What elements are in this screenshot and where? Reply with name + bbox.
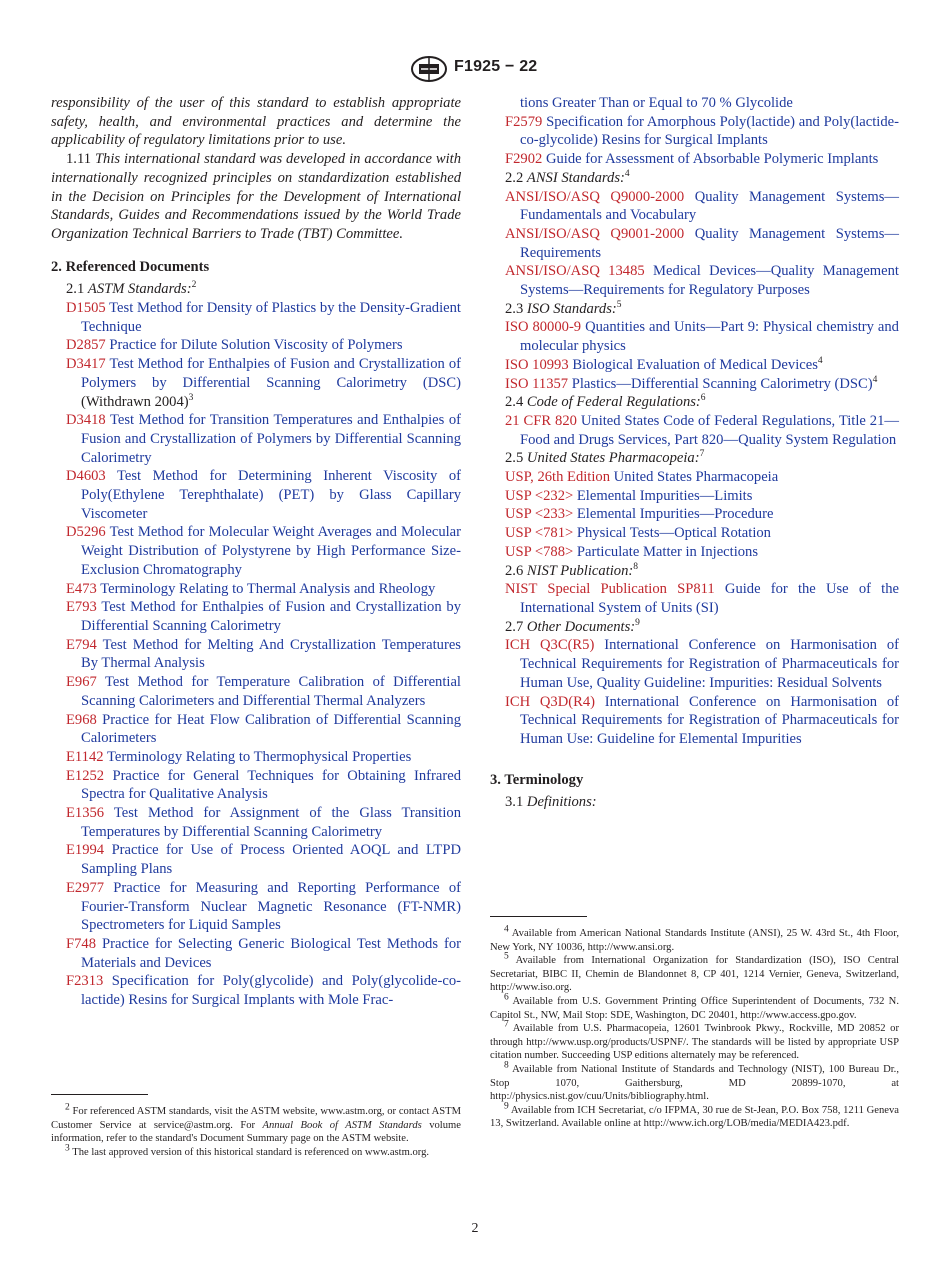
- footnote-marker: 4: [817, 355, 823, 366]
- reference-item[interactable]: [490, 636, 899, 692]
- reference-item[interactable]: [490, 188, 899, 225]
- paragraph-number: 1.11: [66, 151, 91, 168]
- footnote-text: Available from U.S. Pharmacopeia, 12601 Twinbrook Pkwy., Rockville, MD 20852 or through http://www.usp.org/products/USPNF/. The standards will be listed by appropriate USP citation number. Succeeding USP editions alternately may be referenced.: [490, 1023, 899, 1062]
- reference-code-link[interactable]: ISO 10993: [505, 356, 569, 373]
- footnote-marker: 4: [872, 374, 878, 385]
- footnote-divider: [490, 916, 587, 917]
- footnote: [490, 1101, 899, 1131]
- reference-title-link[interactable]: Test Method for Enthalpies of Fusion and Crystallization of Polymers by Differential Scanning Calorimetry (DSC): [81, 356, 461, 391]
- reference-item[interactable]: [490, 412, 899, 449]
- reference-title-link[interactable]: Elemental Impurities—Limits: [576, 487, 753, 504]
- footnote: [490, 1060, 899, 1104]
- reference-code-link[interactable]: ANSI/ISO/ASQ Q9000-2000: [505, 188, 685, 205]
- reference-item[interactable]: [490, 580, 899, 617]
- footnote-marker: 3: [188, 392, 194, 403]
- footnote-number: 5: [504, 951, 509, 962]
- reference-title-link[interactable]: Terminology Relating to Thermal Analysis and Rheology: [100, 580, 436, 597]
- reference-code-link[interactable]: E1356: [66, 805, 105, 822]
- footnote-number: 9: [504, 1101, 509, 1112]
- reference-title-link[interactable]: Terminology Relating to Thermophysical Properties: [106, 748, 412, 765]
- page-number: 2: [471, 1221, 479, 1236]
- subsection-2-4: 2.4 Code of Federal Regulations:$^6$: [505, 393, 706, 411]
- reference-item[interactable]: [490, 543, 899, 562]
- reference-code-link[interactable]: E473: [66, 580, 97, 597]
- other-reference-list: [490, 636, 899, 748]
- reference-title-link[interactable]: Plastics—Differential Scanning Calorimetry (DSC): [571, 375, 873, 392]
- reference-title-link[interactable]: Specification for Amorphous Poly(lactide) and Poly(lactide-co-glycolide) Resins for Surgical Implants: [520, 113, 899, 149]
- reference-title-link[interactable]: Biological Evaluation of Medical Devices: [572, 356, 818, 373]
- reference-code-link[interactable]: E967: [66, 674, 97, 691]
- subsection-3-1: 3.1 Definitions:: [505, 794, 597, 811]
- reference-item[interactable]: [490, 113, 899, 150]
- reference-code-link[interactable]: E2977: [66, 879, 105, 896]
- reference-title-link[interactable]: Test Method for Temperature Calibration of Differential Scanning Calorimeters and Differential Thermal Analyzers: [81, 674, 461, 709]
- reference-item[interactable]: [51, 336, 461, 355]
- reference-title-link[interactable]: Quantities and Units—Part 9: Physical chemistry and molecular physics: [520, 319, 899, 355]
- reference-code-link[interactable]: E1994: [66, 842, 105, 859]
- reference-title-link[interactable]: United States Pharmacopeia: [613, 469, 779, 486]
- reference-item[interactable]: [490, 693, 899, 749]
- iso-reference-list: [490, 318, 899, 393]
- reference-title-link[interactable]: Quality Management Systems—Requirements: [520, 225, 899, 261]
- subsection-2-2: 2.2 ANSI Standards:$^4$: [505, 168, 630, 186]
- footnote: [490, 951, 899, 995]
- footnotes-left: [51, 1094, 461, 1159]
- footnote: [490, 992, 899, 1022]
- footnote-text: The last approved version of this historical standard is referenced on www.astm.org.: [72, 1146, 430, 1158]
- reference-item[interactable]: [490, 375, 899, 394]
- reference-item[interactable]: [51, 841, 461, 878]
- reference-code-link[interactable]: E1142: [66, 748, 104, 765]
- reference-note: (Withdrawn 2004): [81, 393, 189, 410]
- reference-item[interactable]: [490, 487, 899, 506]
- reference-item[interactable]: [51, 767, 461, 804]
- subsection-2-1: 2.1 ASTM Standards:$^2$: [66, 280, 197, 298]
- reference-title-link[interactable]: Practice for Heat Flow Calibration of Differential Scanning Calorimeters: [81, 711, 461, 747]
- reference-title-link[interactable]: Elemental Impurities—Procedure: [576, 506, 774, 523]
- reference-title-link[interactable]: Test Method for Molecular Weight Averages and Molecular Weight Distribution of Polystyrene by High Performance Size-Exclusion Chromatography: [81, 524, 462, 578]
- reference-title-link[interactable]: Test Method for Transition Temperatures and Enthalpies of Fusion and Crystallization of Polymers by Differential Scanning Calorimetry: [81, 412, 461, 466]
- footnote-number: 2: [65, 1102, 70, 1113]
- reference-title-link[interactable]: Quality Management Systems—Fundamentals and Vocabulary: [520, 188, 899, 224]
- reference-code-link[interactable]: ICH Q3C(R5): [505, 637, 595, 654]
- reference-code-link[interactable]: ANSI/ISO/ASQ 13485: [505, 263, 645, 280]
- reference-item[interactable]: [51, 879, 461, 935]
- reference-title-link[interactable]: Test Method for Determining Inherent Viscosity of Poly(Ethylene Terephthalate) (PET) by Glass Capillary Viscometer: [81, 468, 461, 522]
- paragraph-text: This international standard was developed in accordance with internationally recognized principles on standardization established in the Decision on Principles for the Development of International Standards, Guides and Recommendations issued by the World Trade Organization Technical Barriers to Trade (TBT) Committee.: [51, 151, 462, 242]
- reference-title-link[interactable]: United States Code of Federal Regulations, Title 21—Food and Drugs Services, Part 820—Quality System Regulation: [520, 412, 899, 448]
- subsection-2-7: 2.7 Other Documents:$^9$: [505, 617, 640, 635]
- subsection-2-6: 2.6 NIST Publication:$^8$: [505, 561, 639, 579]
- reference-continuation[interactable]: tions Greater Than or Equal to 70 % Glycolide: [520, 95, 793, 111]
- reference-code-link[interactable]: ANSI/ISO/ASQ Q9001-2000: [505, 225, 685, 242]
- subsection-2-5: 2.5 United States Pharmacopeia:$^7$: [505, 449, 705, 467]
- reference-item[interactable]: [51, 580, 461, 599]
- reference-title-link[interactable]: International Conference on Harmonisation of Technical Requirements for Registration of Pharmaceuticals for Human Use: Guideline for Elemental Impurities: [520, 693, 899, 747]
- footnote-text: Available from American National Standards Institute (ANSI), 25 W. 43rd St., 4th Floor, New York, NY 10036, http://www.ansi.org.: [490, 928, 899, 953]
- reference-item[interactable]: [490, 262, 899, 299]
- reference-item[interactable]: [51, 748, 461, 767]
- reference-code-link[interactable]: 21 CFR 820: [505, 412, 577, 429]
- reference-item[interactable]: [51, 598, 461, 635]
- reference-item[interactable]: [51, 804, 461, 841]
- section-heading-terminology: 3. Terminology: [490, 771, 584, 788]
- footnote-number: 8: [504, 1060, 509, 1071]
- reference-code-link[interactable]: USP, 26th Edition: [505, 469, 611, 486]
- reference-code-link[interactable]: D3417: [66, 356, 106, 373]
- reference-code-link[interactable]: D2857: [66, 337, 106, 354]
- reference-code-link[interactable]: F2902: [505, 151, 543, 168]
- reference-code-link[interactable]: F2579: [505, 113, 543, 130]
- footnote-number: 7: [504, 1019, 509, 1030]
- reference-code-link[interactable]: D1505: [66, 300, 106, 317]
- reference-title-link[interactable]: Practice for Measuring and Reporting Performance of Fourier-Transform Nuclear Magnetic Resonance (FT-NMR) Spectrometers for Liquid Samples: [81, 879, 461, 934]
- page-header: [0, 56, 950, 82]
- footnote-number: 3: [65, 1143, 70, 1154]
- reference-item[interactable]: [51, 411, 461, 467]
- continued-paragraph: responsibility of the user of this standard to establish appropriate safety, health, and environmental practices and determine the applicability of regulatory limitations prior to use.: [51, 95, 461, 149]
- reference-item[interactable]: [490, 468, 899, 487]
- reference-item[interactable]: [51, 673, 461, 710]
- reference-item[interactable]: [51, 523, 461, 579]
- ansi-reference-list: [490, 188, 899, 300]
- footnote-list: [490, 924, 899, 1131]
- footnote: [51, 1102, 462, 1146]
- reference-code-link[interactable]: ICH Q3D(R4): [505, 693, 595, 710]
- reference-title-link[interactable]: Specification for Poly(glycolide) and Poly(glycolide-co-lactide) Resins for Surgical Implants with Mole Frac-: [81, 973, 461, 1009]
- reference-item[interactable]: [51, 711, 461, 748]
- reference-title-link[interactable]: Test Method for Density of Plastics by the Density-Gradient Technique: [81, 300, 461, 335]
- reference-item[interactable]: [490, 318, 899, 355]
- reference-title-link[interactable]: Practice for Selecting Generic Biological Test Methods for Materials and Devices: [81, 935, 461, 971]
- reference-code-link[interactable]: E794: [66, 636, 97, 653]
- footnote-text: Available from National Institute of Standards and Technology (NIST), 100 Bureau Dr., Stop 1070, Gaithersburg, MD 20899-1070, at http://physics.nist.gov/cuu/Units/bibliography.html.: [490, 1063, 899, 1103]
- reference-code-link[interactable]: USP <232>: [505, 487, 574, 504]
- reference-code-link[interactable]: ISO 80000-9: [505, 319, 582, 336]
- reference-code-link[interactable]: F2313: [66, 973, 104, 990]
- reference-item[interactable]: [490, 225, 899, 262]
- reference-title-link[interactable]: Particulate Matter in Injections: [576, 543, 759, 560]
- reference-item[interactable]: [51, 467, 461, 523]
- reference-code-link[interactable]: D4603: [66, 468, 106, 485]
- reference-item[interactable]: [51, 935, 461, 972]
- reference-title-link[interactable]: Practice for Dilute Solution Viscosity of Polymers: [109, 337, 403, 354]
- astm-logo-icon: [410, 56, 448, 82]
- footnote-list: [51, 1102, 462, 1159]
- usp-reference-list: [490, 468, 899, 562]
- reference-item[interactable]: [490, 150, 899, 169]
- reference-item[interactable]: [51, 355, 461, 411]
- reference-title-link[interactable]: Test Method for Enthalpies of Fusion and Crystallization by Differential Scanning Calorimetry: [81, 599, 461, 634]
- footnote-text: Available from U.S. Government Printing Office Superintendent of Documents, 732 N. Capitol St., NW, Mail Stop: SDE, Washington, DC 20401, http://www.access.gpo.gov.: [490, 995, 899, 1021]
- reference-code-link[interactable]: USP <233>: [505, 506, 574, 523]
- reference-title-link[interactable]: Test Method for Assignment of the Glass Transition Temperatures by Differential Scanning Calorimetry: [81, 805, 461, 840]
- reference-title-link[interactable]: Medical Devices—Quality Management Systems—Requirements for Regulatory Purposes: [520, 263, 899, 299]
- reference-item[interactable]: [490, 524, 899, 543]
- reference-code-link[interactable]: USP <788>: [505, 543, 574, 560]
- footnote: [51, 1143, 461, 1160]
- footnote: [490, 1019, 899, 1063]
- footnote-text: Available from ICH Secretariat, c/o IFPMA, 30 rue de St-Jean, P.O. Box 758, 1211 Geneva 13, Switzerland. Available online at http://www.ich.org/LOB/media/MEDIA423.pdf.: [490, 1104, 899, 1130]
- paragraph-1-11: [51, 150, 461, 244]
- document-id: F1925 − 22: [454, 58, 538, 75]
- reference-item[interactable]: [51, 299, 461, 336]
- footnote-text: volume information, refer to the standard's Document Summary page on the ASTM website.: [51, 1119, 461, 1145]
- reference-title-link[interactable]: Physical Tests—Optical Rotation: [576, 525, 771, 542]
- footnote-number: 6: [504, 992, 509, 1003]
- reference-code-link[interactable]: E968: [66, 711, 97, 728]
- astm-reference-list-continued: [490, 113, 899, 169]
- reference-item[interactable]: [490, 356, 899, 375]
- reference-code-link[interactable]: E793: [66, 599, 97, 616]
- footnote-text: Available from International Organization for Standardization (ISO), ISO Central Secretariat, BIBC II, Chemin de Blandonnet 8, CP 401, 1214 Vernier, Geneva, Switzerland, http://www.iso.org.: [490, 955, 899, 994]
- reference-title-link[interactable]: Practice for General Techniques for Obtaining Infrared Spectra for Qualitative Analysis: [81, 767, 461, 803]
- footnotes-right: [490, 916, 899, 1131]
- footnote-italic-text: Annual Book of ASTM Standards: [262, 1119, 422, 1131]
- reference-title-link[interactable]: Guide for the Use of the International System of Units (SI): [520, 581, 899, 616]
- reference-title-link[interactable]: Practice for Use of Process Oriented AOQL and LTPD Sampling Plans: [81, 842, 461, 878]
- reference-title-link[interactable]: International Conference on Harmonisation of Technical Requirements for Registration of Pharmaceuticals for Human Use, Quality Guideline: Impurities: Residual Solvents: [520, 637, 899, 691]
- section-heading-referenced-documents: 2. Referenced Documents: [51, 258, 210, 275]
- reference-code-link[interactable]: F748: [66, 935, 97, 952]
- subsection-2-3: 2.3 ISO Standards:$^5$: [505, 299, 622, 317]
- reference-code-link[interactable]: USP <781>: [505, 525, 574, 542]
- reference-code-link[interactable]: D5296: [66, 524, 106, 541]
- astm-reference-list: [51, 299, 461, 1010]
- reference-code-link[interactable]: NIST Special Publication SP811: [505, 581, 715, 598]
- reference-title-link[interactable]: Test Method for Melting And Crystallization Temperatures By Thermal Analysis: [81, 636, 461, 672]
- footnote-text: For referenced ASTM standards, visit the ASTM website, www.astm.org, or contact ASTM Customer Service at service@astm.org. For: [51, 1106, 462, 1131]
- cfr-reference-list: [490, 412, 899, 449]
- nist-reference-list: [490, 580, 899, 617]
- reference-item[interactable]: [51, 972, 461, 1009]
- left-column: [51, 94, 461, 1010]
- reference-code-link[interactable]: D3418: [66, 412, 106, 429]
- reference-code-link[interactable]: ISO 11357: [505, 375, 569, 392]
- footnote: [490, 924, 899, 954]
- footnote-number: 4: [504, 924, 509, 935]
- reference-title-link[interactable]: Guide for Assessment of Absorbable Polymeric Implants: [545, 151, 879, 168]
- reference-item[interactable]: [490, 505, 899, 524]
- footnote-divider: [51, 1094, 148, 1095]
- reference-code-link[interactable]: E1252: [66, 767, 105, 784]
- right-column: [490, 94, 899, 812]
- reference-item[interactable]: [51, 636, 461, 673]
